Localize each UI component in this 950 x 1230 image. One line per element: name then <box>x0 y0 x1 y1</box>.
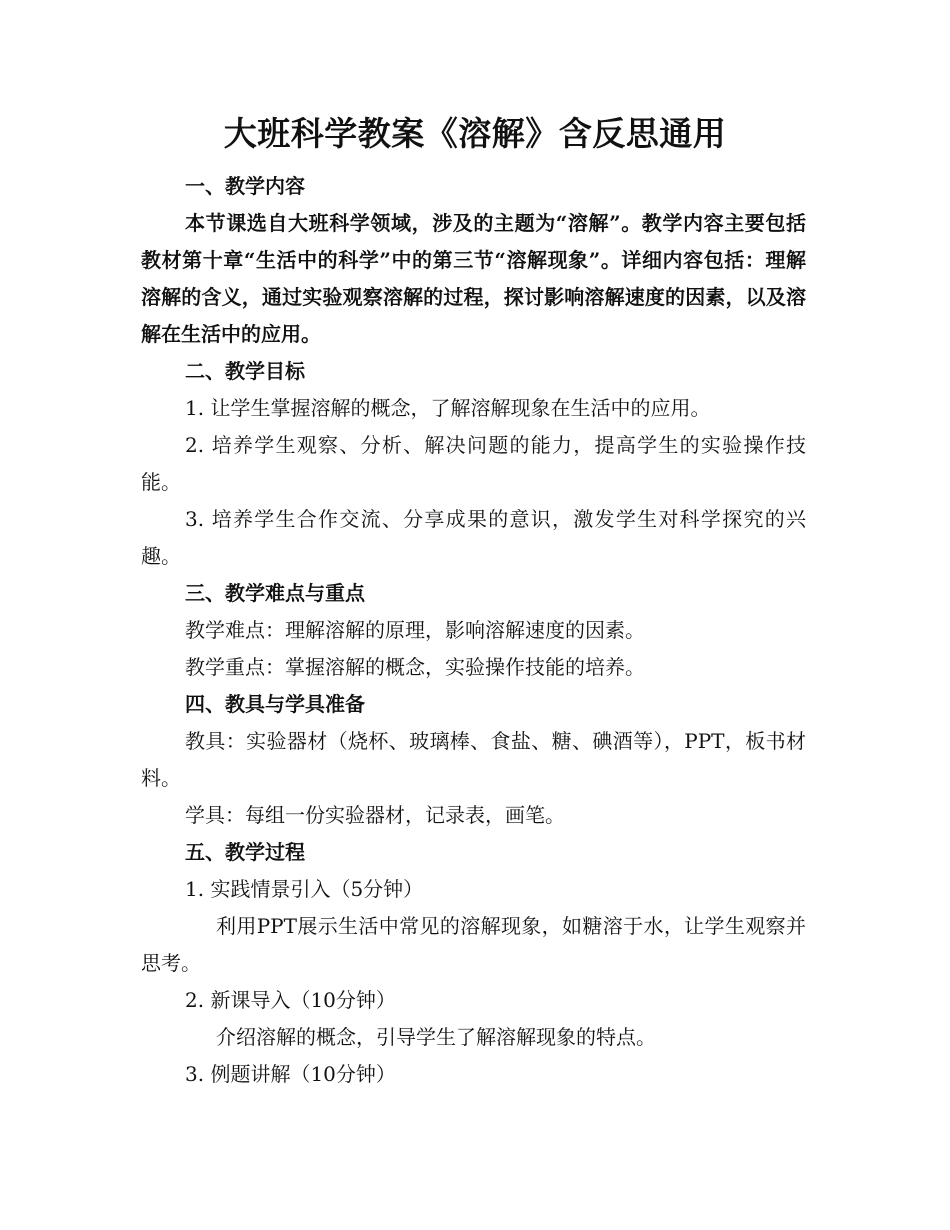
heading-difficulties: 三、教学难点与重点 <box>185 581 365 605</box>
process-step-2: 2. 新课导入（10分钟） <box>185 988 396 1012</box>
process-step-1: 1. 实践情景引入（5分钟） <box>185 877 424 901</box>
document-title: 大班科学教案《溶解》含反思通用 <box>223 114 727 153</box>
goal-item-2: 2. 培养学生观察、分析、解决问题的能力，提高学生的实验操作技能。 <box>141 433 806 494</box>
process-step-3: 3. 例题讲解（10分钟） <box>185 1062 396 1086</box>
heading-teaching-goals: 二、教学目标 <box>185 359 305 383</box>
teacher-materials-text: 教具：实验器材（烧杯、玻璃棒、食盐、糖、碘酒等），PPT，板书材料。 <box>141 729 806 790</box>
document-body <box>141 168 806 1093</box>
process-step-1-detail: 利用PPT展示生活中常见的溶解现象，如糖溶于水，让学生观察并思考。 <box>141 914 806 975</box>
goal-item-1: 1. 让学生掌握溶解的概念，了解溶解现象在生活中的应用。 <box>185 396 711 420</box>
process-step-2-detail: 介绍溶解的概念，引导学生了解溶解现象的特点。 <box>216 1025 656 1049</box>
heading-process: 五、教学过程 <box>185 840 305 864</box>
goal-item-3: 3. 培养学生合作交流、分享成果的意识，激发学生对科学探究的兴趣。 <box>141 507 806 568</box>
student-materials-text: 学具：每组一份实验器材，记录表，画笔。 <box>185 803 565 827</box>
key-point-text: 教学重点：掌握溶解的概念，实验操作技能的培养。 <box>185 655 645 679</box>
heading-materials: 四、教具与学具准备 <box>185 692 365 716</box>
heading-teaching-content: 一、教学内容 <box>185 174 305 198</box>
paragraph-content-description: 本节课选自大班科学领域，涉及的主题为“溶解”。教学内容主要包括教材第十章“生活中的科学”中的第三节“溶解现象”。详细内容包括：理解溶解的含义，通过实验观察溶解的过程，探讨影响溶解速度的因素，以及溶解在生活中的应用。 <box>141 211 806 346</box>
difficulty-text: 教学难点：理解溶解的原理，影响溶解速度的因素。 <box>185 618 645 642</box>
